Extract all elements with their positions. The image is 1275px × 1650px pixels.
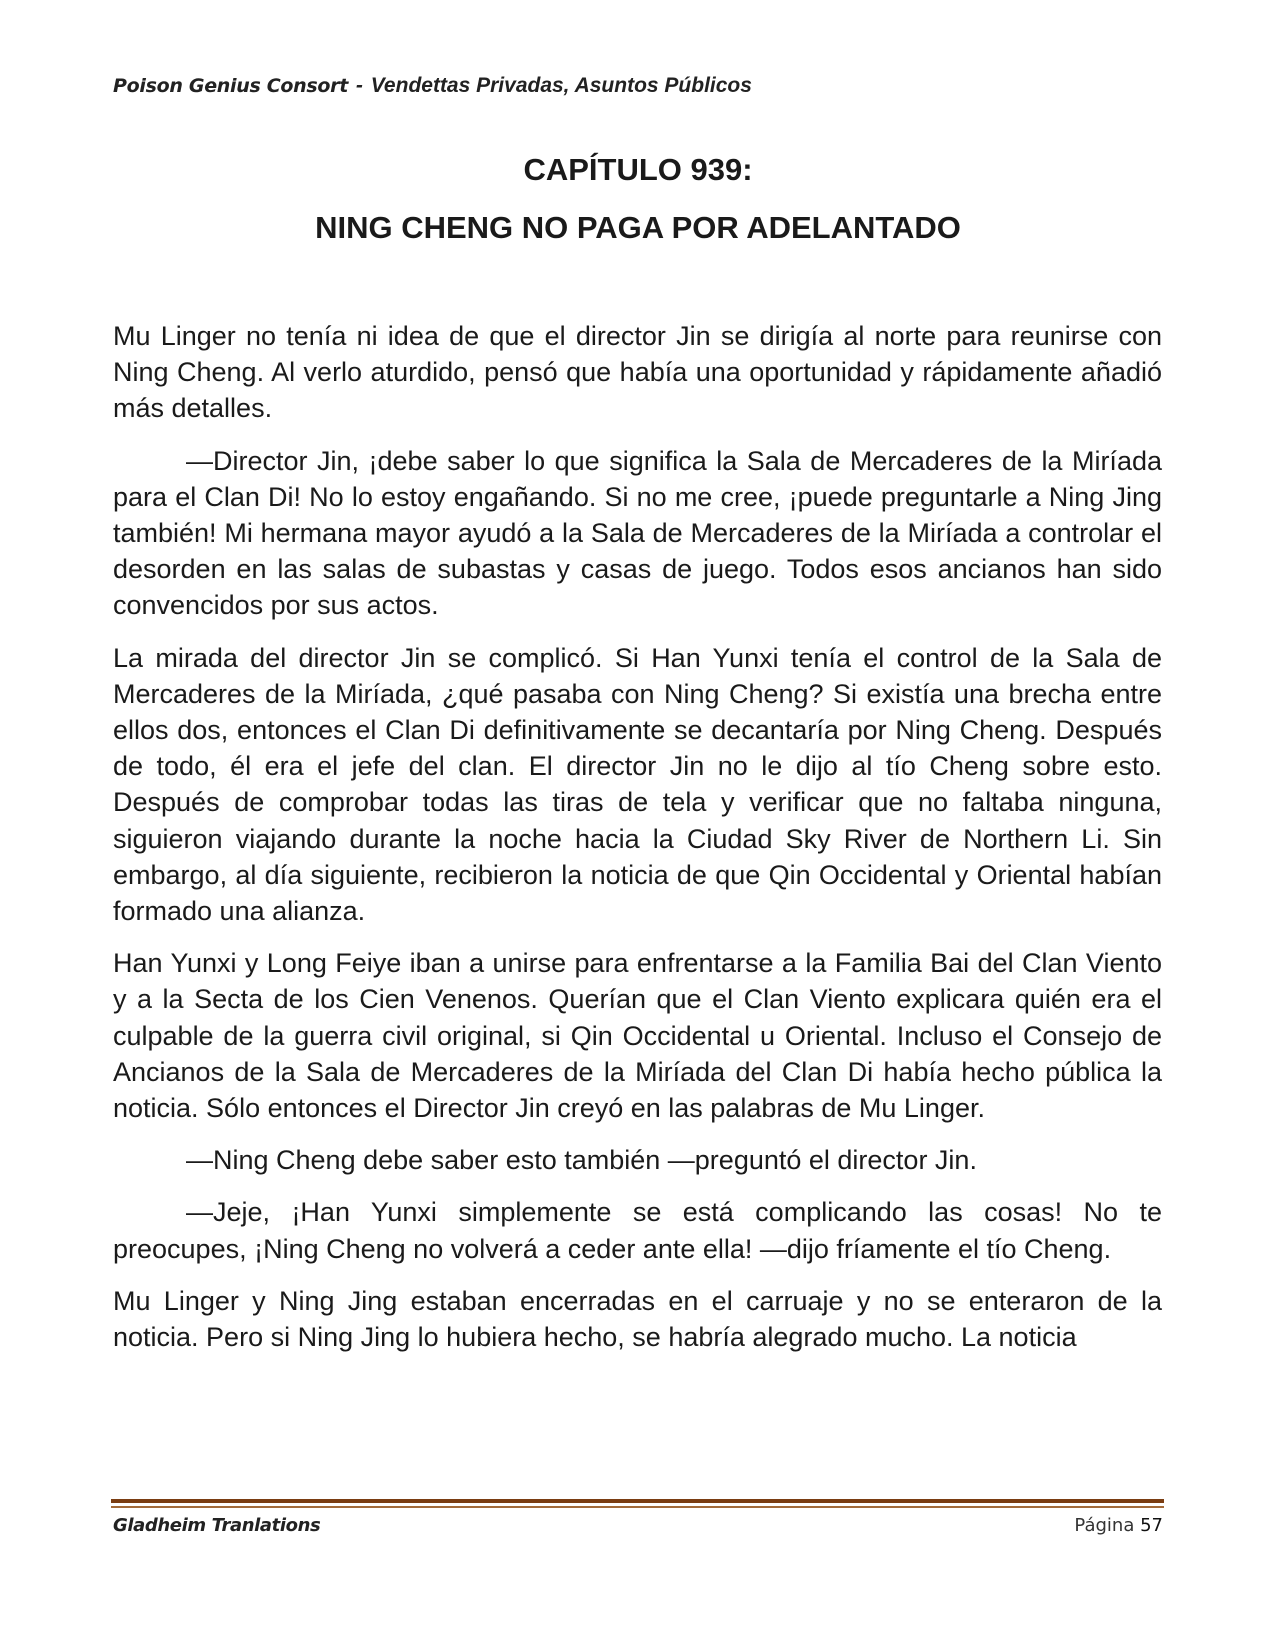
chapter-number: CAPÍTULO 939: <box>523 152 753 187</box>
publisher-name: Gladheim Tranlations <box>113 1515 321 1536</box>
page-number: 57 <box>1140 1515 1163 1536</box>
volume-subtitle: Vendettas Privadas, Asuntos Públicos <box>370 74 752 97</box>
paragraph: —Director Jin, ¡debe saber lo que significa la Sala de Mercaderes de la Miríada para el Clan Di! No lo estoy engañando. Si no me cree, ¡puede preguntarle a Ning Jing también! Mi hermana mayor ayudó a la Sala de Mercaderes de la Miríada a controlar el desorden en las salas de subastas y casas de juego. Todos esos ancianos han sido convencidos por sus actos. <box>113 445 1162 621</box>
paragraph: —Ning Cheng debe saber esto también —preguntó el director Jin. <box>186 1145 977 1176</box>
paragraph: Mu Linger no tenía ni idea de que el director Jin se dirigía al norte para reunirse con Ning Cheng. Al verlo aturdido, pensó que había una oportunidad y rápidamente añadió más detalles. <box>113 321 1162 424</box>
footer-rule <box>111 1499 1164 1503</box>
chapter-body <box>113 318 1162 1371</box>
header-separator: - <box>355 74 363 97</box>
page-indicator <box>1074 1515 1163 1536</box>
page-label: Página <box>1074 1515 1135 1536</box>
series-title: Poison Genius Consort <box>113 75 349 97</box>
footer-rule-thin <box>111 1506 1164 1508</box>
chapter-title: NING CHENG NO PAGA POR ADELANTADO <box>315 210 961 245</box>
paragraph: —Jeje, ¡Han Yunxi simplemente se está complicando las cosas! No te preocupes, ¡Ning Cheng no volverá a ceder ante ella! —dijo fríamente el tío Cheng. <box>113 1197 1162 1264</box>
running-header <box>113 74 752 98</box>
paragraph: Mu Linger y Ning Jing estaban encerradas en el carruaje y no se enteraron de la noticia. Pero si Ning Jing lo hubiera hecho, se habría alegrado mucho. La noticia <box>113 1285 1162 1353</box>
paragraph: La mirada del director Jin se complicó. Si Han Yunxi tenía el control de la Sala de Mercaderes de la Miríada, ¿qué pasaba con Ning Cheng? Si existía una brecha entre ellos dos, entonces el Clan Di definitivamente se decantaría por Ning Cheng. Después de todo, él era el jefe del clan. El director Jin no le dijo al tío Cheng sobre esto. Después de comprobar todas las tiras de tela y verificar que no faltaba ninguna, siguieron viajando durante la noche hacia la Ciudad Sky River de Northern Li. Sin embargo, al día siguiente, recibieron la noticia de que Qin Occidental y Oriental habían formado una alianza. <box>113 642 1162 927</box>
paragraph: Han Yunxi y Long Feiye iban a unirse para enfrentarse a la Familia Bai del Clan Viento y a la Secta de los Cien Venenos. Querían que el Clan Viento explicara quién era el culpable de la guerra civil original, si Qin Occidental u Oriental. Incluso el Consejo de Ancianos de la Sala de Mercaderes de la Miríada del Clan Di había hecho pública la noticia. Sólo entonces el Director Jin creyó en las palabras de Mu Linger. <box>113 948 1162 1124</box>
